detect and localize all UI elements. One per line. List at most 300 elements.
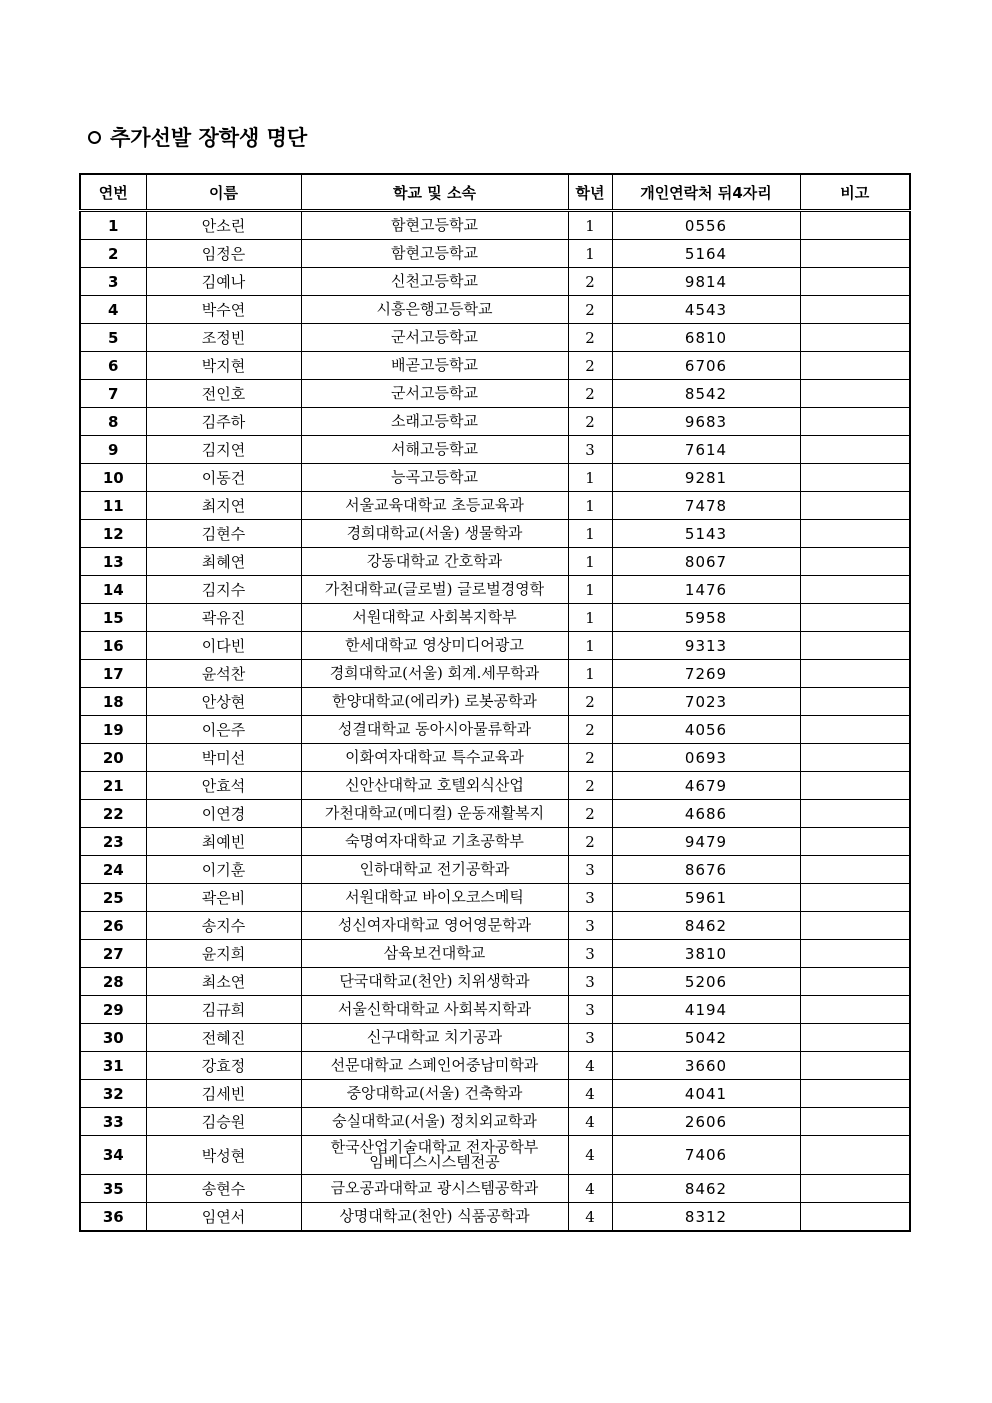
cell-name: 송현수 — [146, 1175, 301, 1203]
cell-school — [301, 828, 568, 856]
cell-grade: 3 — [568, 436, 612, 464]
cell-phone: 9814 — [612, 268, 800, 296]
cell-grade: 2 — [568, 800, 612, 828]
cell-name: 김현수 — [146, 520, 301, 548]
column-header-school: 학교 및 소속 — [301, 174, 568, 211]
table-row — [80, 436, 910, 464]
page-title — [88, 120, 307, 154]
cell-note — [800, 492, 910, 520]
table-row — [80, 660, 910, 688]
cell-name: 이기훈 — [146, 856, 301, 884]
cell-phone: 7269 — [612, 660, 800, 688]
cell-phone: 7614 — [612, 436, 800, 464]
cell-school — [301, 660, 568, 688]
cell-school — [301, 940, 568, 968]
cell-school — [301, 1024, 568, 1052]
cell-grade: 1 — [568, 548, 612, 576]
cell-grade: 2 — [568, 296, 612, 324]
table-row — [80, 211, 910, 240]
cell-school-line: 숙명여자대학교 기초공학부 — [345, 832, 524, 850]
table-row — [80, 688, 910, 716]
cell-grade: 4 — [568, 1203, 612, 1232]
cell-note — [800, 604, 910, 632]
cell-school-line: 성결대학교 동아시아물류학과 — [337, 720, 532, 738]
cell-no: 17 — [80, 660, 146, 688]
cell-phone: 9313 — [612, 632, 800, 660]
hollow-circle-icon — [88, 131, 101, 144]
cell-school — [301, 240, 568, 268]
cell-note — [800, 996, 910, 1024]
cell-school — [301, 632, 568, 660]
cell-school-line: 함현고등학교 — [391, 244, 478, 262]
cell-grade: 3 — [568, 940, 612, 968]
cell-phone: 3660 — [612, 1052, 800, 1080]
cell-name: 곽유진 — [146, 604, 301, 632]
cell-phone: 7406 — [612, 1136, 800, 1175]
cell-school-line: 능곡고등학교 — [391, 468, 478, 486]
cell-note — [800, 800, 910, 828]
cell-phone: 4543 — [612, 296, 800, 324]
cell-name: 조정빈 — [146, 324, 301, 352]
cell-grade: 1 — [568, 632, 612, 660]
cell-phone: 8462 — [612, 912, 800, 940]
cell-no: 11 — [80, 492, 146, 520]
cell-grade: 1 — [568, 240, 612, 268]
cell-note — [800, 240, 910, 268]
cell-school — [301, 520, 568, 548]
cell-phone: 7478 — [612, 492, 800, 520]
cell-school — [301, 464, 568, 492]
table-row — [80, 492, 910, 520]
cell-name: 전혜진 — [146, 1024, 301, 1052]
cell-no: 10 — [80, 464, 146, 492]
cell-grade: 2 — [568, 408, 612, 436]
cell-grade: 4 — [568, 1052, 612, 1080]
cell-school-line: 신안산대학교 호텔외식산업 — [345, 776, 524, 794]
cell-no: 30 — [80, 1024, 146, 1052]
cell-name: 윤석찬 — [146, 660, 301, 688]
cell-school — [301, 492, 568, 520]
cell-grade: 3 — [568, 996, 612, 1024]
cell-grade: 1 — [568, 604, 612, 632]
table-row — [80, 1080, 910, 1108]
cell-name: 이동건 — [146, 464, 301, 492]
cell-note — [800, 436, 910, 464]
cell-school — [301, 380, 568, 408]
cell-phone: 8462 — [612, 1175, 800, 1203]
cell-school-line: 경희대학교(서울) 회계.세무학과 — [329, 664, 540, 682]
cell-name: 이은주 — [146, 716, 301, 744]
cell-name: 안효석 — [146, 772, 301, 800]
cell-phone: 3810 — [612, 940, 800, 968]
cell-note — [800, 520, 910, 548]
cell-name: 김예나 — [146, 268, 301, 296]
cell-note — [800, 660, 910, 688]
cell-note — [800, 744, 910, 772]
cell-no: 27 — [80, 940, 146, 968]
cell-name: 박성현 — [146, 1136, 301, 1175]
cell-name: 박지현 — [146, 352, 301, 380]
cell-name: 최지연 — [146, 492, 301, 520]
cell-phone: 7023 — [612, 688, 800, 716]
cell-note — [800, 1024, 910, 1052]
cell-note — [800, 772, 910, 800]
cell-name: 김규희 — [146, 996, 301, 1024]
cell-school — [301, 856, 568, 884]
cell-school-line: 단국대학교(천안) 치위생학과 — [339, 972, 530, 990]
table-row — [80, 296, 910, 324]
cell-phone: 4194 — [612, 996, 800, 1024]
cell-note — [800, 464, 910, 492]
cell-grade: 3 — [568, 1024, 612, 1052]
cell-school-line: 신천고등학교 — [391, 272, 478, 290]
cell-no: 5 — [80, 324, 146, 352]
table-row — [80, 1203, 910, 1232]
cell-grade: 1 — [568, 464, 612, 492]
cell-school-line: 한세대학교 영상미디어광고 — [345, 636, 524, 654]
table-row — [80, 1175, 910, 1203]
cell-school-line: 중앙대학교(서울) 건축학과 — [346, 1084, 523, 1102]
table-row — [80, 772, 910, 800]
cell-grade: 3 — [568, 856, 612, 884]
table-row — [80, 520, 910, 548]
cell-school-line: 서울교육대학교 초등교육과 — [345, 496, 524, 514]
cell-no: 6 — [80, 352, 146, 380]
cell-note — [800, 1175, 910, 1203]
cell-school-line: 가천대학교(메디컬) 운동재활복지 — [324, 804, 545, 822]
cell-school-line: 강동대학교 간호학과 — [366, 552, 503, 570]
cell-grade: 2 — [568, 744, 612, 772]
cell-school — [301, 1136, 568, 1175]
cell-grade: 2 — [568, 324, 612, 352]
cell-name: 전인호 — [146, 380, 301, 408]
table-row — [80, 268, 910, 296]
cell-phone: 1476 — [612, 576, 800, 604]
cell-name: 송지수 — [146, 912, 301, 940]
cell-school-line: 서울신학대학교 사회복지학과 — [337, 1000, 532, 1018]
cell-name: 임연서 — [146, 1203, 301, 1232]
cell-school — [301, 548, 568, 576]
cell-school-line: 시흥은행고등학교 — [376, 300, 493, 318]
cell-note — [800, 1052, 910, 1080]
cell-grade: 2 — [568, 828, 612, 856]
cell-name: 안소린 — [146, 211, 301, 240]
table-row — [80, 352, 910, 380]
table-row — [80, 996, 910, 1024]
cell-name: 안상현 — [146, 688, 301, 716]
scholarship-table — [79, 173, 911, 1232]
table-row — [80, 800, 910, 828]
cell-note — [800, 912, 910, 940]
cell-school-line: 경희대학교(서울) 생물학과 — [346, 524, 523, 542]
cell-phone: 6810 — [612, 324, 800, 352]
cell-no: 29 — [80, 996, 146, 1024]
table-row — [80, 1052, 910, 1080]
cell-school-line: 금오공과대학교 광시스템공학과 — [330, 1179, 539, 1197]
cell-grade: 2 — [568, 688, 612, 716]
cell-grade: 3 — [568, 968, 612, 996]
cell-no: 15 — [80, 604, 146, 632]
cell-no: 8 — [80, 408, 146, 436]
cell-grade: 1 — [568, 492, 612, 520]
cell-no: 36 — [80, 1203, 146, 1232]
cell-grade: 3 — [568, 912, 612, 940]
cell-no: 1 — [80, 211, 146, 240]
cell-grade: 2 — [568, 716, 612, 744]
cell-grade: 1 — [568, 576, 612, 604]
cell-note — [800, 380, 910, 408]
cell-note — [800, 828, 910, 856]
cell-phone: 5958 — [612, 604, 800, 632]
cell-phone: 8542 — [612, 380, 800, 408]
cell-no: 31 — [80, 1052, 146, 1080]
table-row — [80, 324, 910, 352]
cell-note — [800, 1080, 910, 1108]
cell-grade: 2 — [568, 380, 612, 408]
cell-school — [301, 408, 568, 436]
cell-no: 24 — [80, 856, 146, 884]
cell-name: 최소연 — [146, 968, 301, 996]
cell-grade: 4 — [568, 1136, 612, 1175]
cell-school-line: 함현고등학교 — [391, 216, 478, 234]
table-row — [80, 884, 910, 912]
cell-school-line: 한양대학교(에리카) 로봇공학과 — [332, 692, 537, 710]
cell-name: 윤지희 — [146, 940, 301, 968]
cell-school — [301, 268, 568, 296]
table-row — [80, 548, 910, 576]
cell-school — [301, 324, 568, 352]
cell-no: 13 — [80, 548, 146, 576]
cell-no: 28 — [80, 968, 146, 996]
cell-grade: 1 — [568, 660, 612, 688]
cell-school-line: 신구대학교 치기공과 — [366, 1028, 503, 1046]
cell-no: 32 — [80, 1080, 146, 1108]
cell-grade: 2 — [568, 352, 612, 380]
cell-phone: 4056 — [612, 716, 800, 744]
cell-phone: 9281 — [612, 464, 800, 492]
table-row — [80, 604, 910, 632]
table-row — [80, 576, 910, 604]
cell-grade: 4 — [568, 1108, 612, 1136]
cell-school-line: 가천대학교(글로벌) 글로벌경영학 — [324, 580, 545, 598]
cell-name: 김지연 — [146, 436, 301, 464]
cell-note — [800, 324, 910, 352]
cell-school-line: 서해고등학교 — [391, 440, 478, 458]
cell-note — [800, 352, 910, 380]
cell-school-line: 선문대학교 스페인어중남미학과 — [330, 1056, 539, 1074]
cell-no: 19 — [80, 716, 146, 744]
cell-name: 김세빈 — [146, 1080, 301, 1108]
cell-note — [800, 1203, 910, 1232]
cell-school-line: 군서고등학교 — [391, 384, 478, 402]
table-row — [80, 912, 910, 940]
cell-school-line: 한국산업기술대학교 전자공학부 — [330, 1138, 539, 1156]
cell-phone: 0693 — [612, 744, 800, 772]
cell-note — [800, 1108, 910, 1136]
cell-no: 4 — [80, 296, 146, 324]
cell-school — [301, 352, 568, 380]
cell-phone: 2606 — [612, 1108, 800, 1136]
table-row — [80, 716, 910, 744]
cell-note — [800, 211, 910, 240]
cell-school — [301, 912, 568, 940]
table-row — [80, 1136, 910, 1175]
cell-school — [301, 688, 568, 716]
cell-grade: 4 — [568, 1175, 612, 1203]
cell-school-line: 소래고등학교 — [391, 412, 478, 430]
cell-school — [301, 1203, 568, 1232]
cell-school — [301, 604, 568, 632]
cell-no: 34 — [80, 1136, 146, 1175]
cell-note — [800, 856, 910, 884]
cell-phone: 4686 — [612, 800, 800, 828]
table-header-row — [80, 174, 910, 211]
table-row — [80, 464, 910, 492]
cell-name: 김주하 — [146, 408, 301, 436]
cell-note — [800, 632, 910, 660]
cell-no: 7 — [80, 380, 146, 408]
cell-school-line: 이화여자대학교 특수교육과 — [345, 748, 524, 766]
cell-name: 김지수 — [146, 576, 301, 604]
cell-no: 14 — [80, 576, 146, 604]
cell-phone: 4041 — [612, 1080, 800, 1108]
cell-no: 9 — [80, 436, 146, 464]
cell-no: 20 — [80, 744, 146, 772]
cell-note — [800, 1136, 910, 1175]
cell-no: 3 — [80, 268, 146, 296]
table-row — [80, 1108, 910, 1136]
table-row — [80, 828, 910, 856]
cell-school-line: 인하대학교 전기공학과 — [359, 860, 510, 878]
cell-phone: 4679 — [612, 772, 800, 800]
cell-school — [301, 744, 568, 772]
cell-school-line: 서원대학교 사회복지학부 — [352, 608, 517, 626]
cell-no: 16 — [80, 632, 146, 660]
cell-name: 최예빈 — [146, 828, 301, 856]
cell-name: 이연경 — [146, 800, 301, 828]
cell-note — [800, 688, 910, 716]
cell-grade: 1 — [568, 211, 612, 240]
table-row — [80, 632, 910, 660]
cell-no: 35 — [80, 1175, 146, 1203]
cell-no: 33 — [80, 1108, 146, 1136]
cell-school — [301, 772, 568, 800]
cell-note — [800, 268, 910, 296]
cell-no: 21 — [80, 772, 146, 800]
cell-grade: 2 — [568, 772, 612, 800]
cell-school-line: 배곧고등학교 — [391, 356, 478, 374]
cell-grade: 2 — [568, 268, 612, 296]
cell-phone: 8312 — [612, 1203, 800, 1232]
column-header-grade: 학년 — [568, 174, 612, 211]
cell-school-line: 서원대학교 바이오코스메틱 — [345, 888, 524, 906]
cell-note — [800, 296, 910, 324]
cell-note — [800, 940, 910, 968]
cell-phone: 8676 — [612, 856, 800, 884]
cell-school — [301, 1080, 568, 1108]
page-title-text: 추가선발 장학생 명단 — [110, 126, 308, 150]
cell-grade: 4 — [568, 1080, 612, 1108]
cell-school — [301, 436, 568, 464]
column-header-no: 연번 — [80, 174, 146, 211]
cell-school-line: 임베디스시스템전공 — [369, 1153, 500, 1171]
cell-grade: 1 — [568, 520, 612, 548]
cell-school-line: 군서고등학교 — [391, 328, 478, 346]
cell-name: 박미선 — [146, 744, 301, 772]
cell-school — [301, 211, 568, 240]
cell-school — [301, 968, 568, 996]
cell-phone: 5143 — [612, 520, 800, 548]
cell-note — [800, 716, 910, 744]
column-header-note: 비고 — [800, 174, 910, 211]
table-row — [80, 240, 910, 268]
cell-note — [800, 548, 910, 576]
column-header-phone: 개인연락처 뒤4자리 — [612, 174, 800, 211]
cell-note — [800, 968, 910, 996]
cell-no: 22 — [80, 800, 146, 828]
cell-school — [301, 1052, 568, 1080]
cell-no: 2 — [80, 240, 146, 268]
cell-name: 강효정 — [146, 1052, 301, 1080]
cell-note — [800, 576, 910, 604]
cell-name: 곽은비 — [146, 884, 301, 912]
cell-no: 26 — [80, 912, 146, 940]
table-row — [80, 380, 910, 408]
cell-name: 김승원 — [146, 1108, 301, 1136]
cell-no: 18 — [80, 688, 146, 716]
cell-no: 25 — [80, 884, 146, 912]
table-row — [80, 408, 910, 436]
table-body — [80, 211, 910, 1232]
cell-school-line: 성신여자대학교 영어영문학과 — [337, 916, 532, 934]
cell-school — [301, 1108, 568, 1136]
cell-school — [301, 800, 568, 828]
cell-school — [301, 996, 568, 1024]
cell-school-line: 삼육보건대학교 — [383, 944, 486, 962]
cell-phone: 5164 — [612, 240, 800, 268]
cell-school — [301, 1175, 568, 1203]
table-row — [80, 1024, 910, 1052]
cell-school-line: 상명대학교(천안) 식품공학과 — [339, 1207, 530, 1225]
cell-no: 12 — [80, 520, 146, 548]
cell-name: 이다빈 — [146, 632, 301, 660]
cell-name: 임정은 — [146, 240, 301, 268]
cell-note — [800, 884, 910, 912]
cell-phone: 6706 — [612, 352, 800, 380]
cell-note — [800, 408, 910, 436]
cell-school — [301, 576, 568, 604]
table-row — [80, 744, 910, 772]
cell-school — [301, 716, 568, 744]
cell-phone: 9683 — [612, 408, 800, 436]
cell-phone: 5042 — [612, 1024, 800, 1052]
table-row — [80, 968, 910, 996]
cell-school — [301, 296, 568, 324]
column-header-name: 이름 — [146, 174, 301, 211]
cell-phone: 5206 — [612, 968, 800, 996]
table-row — [80, 940, 910, 968]
cell-school — [301, 884, 568, 912]
cell-school-line: 숭실대학교(서울) 정치외교학과 — [332, 1112, 537, 1130]
cell-name: 박수연 — [146, 296, 301, 324]
cell-phone: 8067 — [612, 548, 800, 576]
cell-no: 23 — [80, 828, 146, 856]
cell-phone: 0556 — [612, 211, 800, 240]
cell-phone: 5961 — [612, 884, 800, 912]
cell-name: 최혜연 — [146, 548, 301, 576]
table-row — [80, 856, 910, 884]
cell-grade: 3 — [568, 884, 612, 912]
